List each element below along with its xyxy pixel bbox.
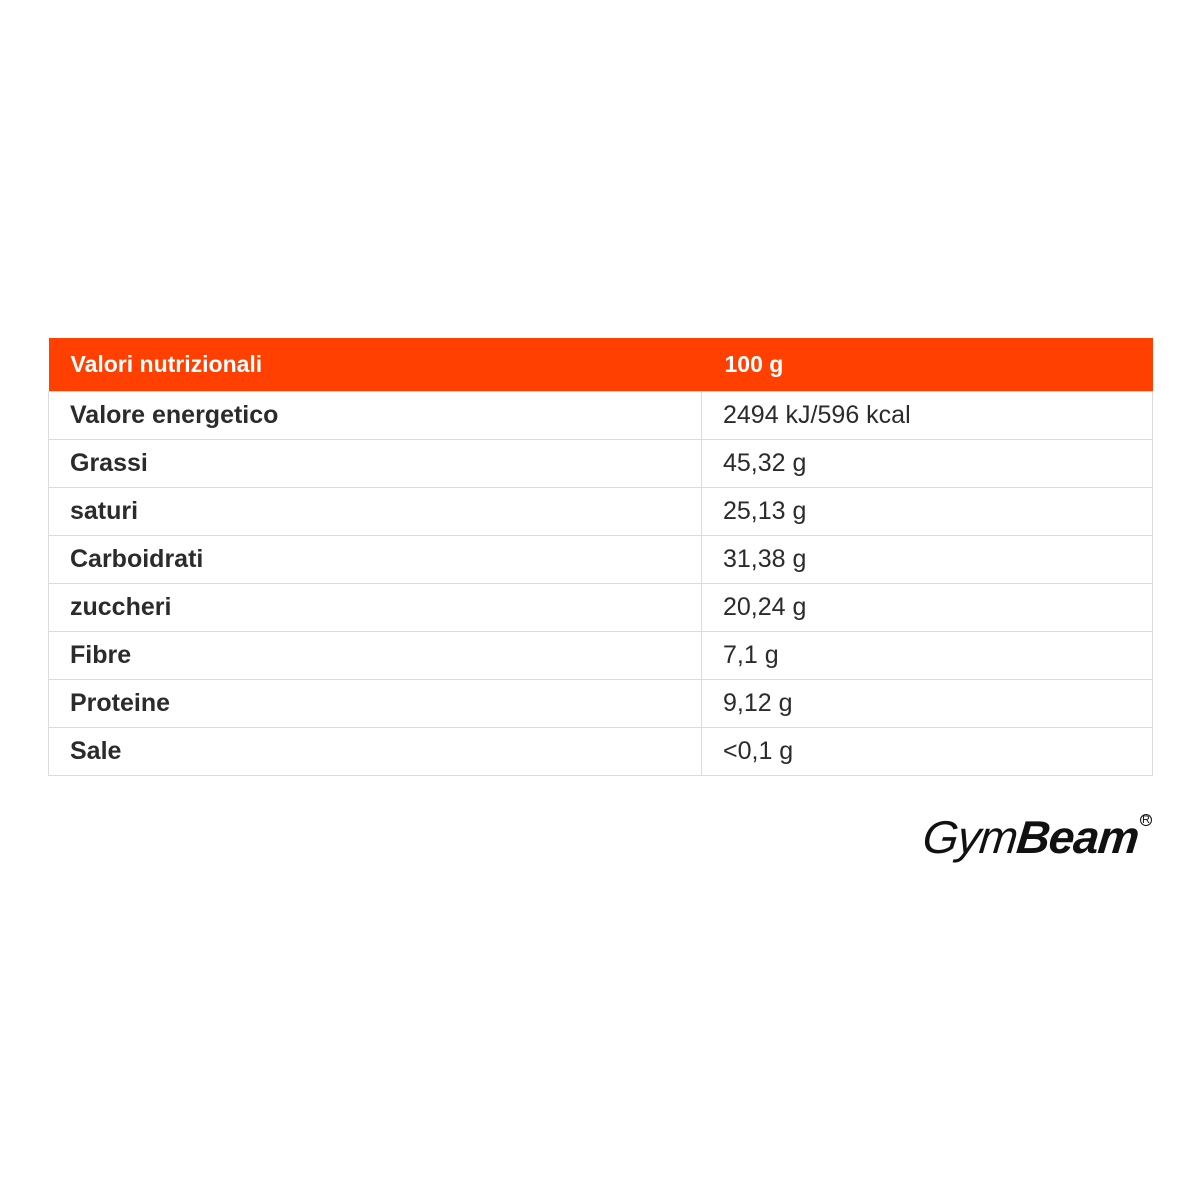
registered-mark-icon: R xyxy=(1140,814,1152,826)
nutrient-name: Fibre xyxy=(49,632,702,680)
nutrient-name: Carboidrati xyxy=(49,536,702,584)
nutrient-name: saturi xyxy=(49,488,702,536)
nutrient-value: 7,1 g xyxy=(702,632,1153,680)
table-row xyxy=(49,536,1153,584)
logo-text-gym: Gym xyxy=(919,811,1020,863)
logo-text-beam: Beam xyxy=(1013,811,1141,863)
nutrient-value: 25,13 g xyxy=(702,488,1153,536)
nutrient-name: Grassi xyxy=(49,440,702,488)
nutrient-value: 20,24 g xyxy=(702,584,1153,632)
nutrition-table-body xyxy=(49,392,1153,776)
header-value: 100 g xyxy=(702,338,1153,392)
nutrient-value: 9,12 g xyxy=(702,680,1153,728)
nutrient-name: Proteine xyxy=(49,680,702,728)
nutrient-name: zuccheri xyxy=(49,584,702,632)
table-row xyxy=(49,728,1153,776)
nutrient-name: Sale xyxy=(49,728,702,776)
table-row xyxy=(49,584,1153,632)
header-row xyxy=(49,338,1153,392)
table-row xyxy=(49,488,1153,536)
nutrition-table-header xyxy=(49,338,1153,392)
nutrient-value: 2494 kJ/596 kcal xyxy=(702,392,1153,440)
table-row xyxy=(49,392,1153,440)
header-label: Valori nutrizionali xyxy=(49,338,702,392)
table-row xyxy=(49,632,1153,680)
nutrient-value: <0,1 g xyxy=(702,728,1153,776)
nutrient-value: 45,32 g xyxy=(702,440,1153,488)
gymbeam-logo xyxy=(919,810,1152,866)
nutrient-name: Valore energetico xyxy=(49,392,702,440)
table-row xyxy=(49,680,1153,728)
table-row xyxy=(49,440,1153,488)
nutrition-table xyxy=(48,338,1153,776)
nutrient-value: 31,38 g xyxy=(702,536,1153,584)
